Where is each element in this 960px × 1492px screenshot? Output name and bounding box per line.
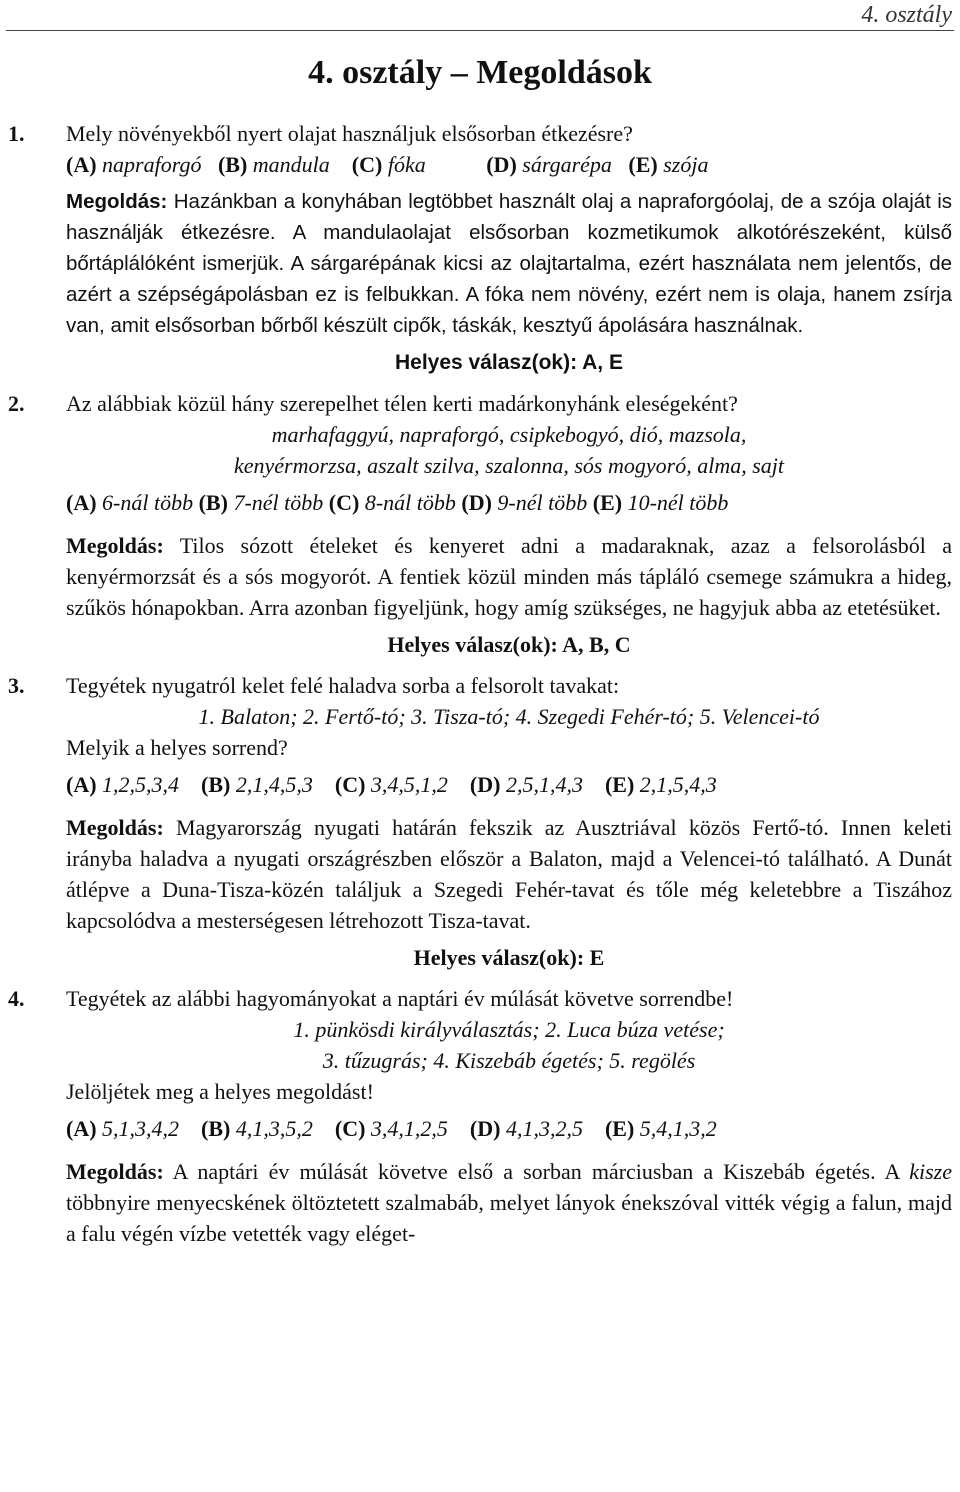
question-4 (8, 983, 952, 1014)
question-text: Tegyétek az alábbi hagyományokat a naptári év múlását követve sorrendbe! (66, 986, 734, 1011)
option-letter: (E) (592, 490, 623, 515)
option-text: 2,1,5,4,3 (639, 772, 717, 797)
question-number: 4. (8, 986, 25, 1011)
solution-text: Hazánkban a konyhában legtöbbet használt olaj a napraforgóolaj, de a szója olaját is használják étkezésre. A mandulaolajat elsősorban kozmetikumok alkotórészeként, külső bőrtáplálóként ismerjük. A sárgarépának kicsi az olajtartalma, ezért használata nem jelentős, de azért a szépségápolásban ez is felbukkan. A fóka nem növény, ezért nem is olaja, hanem zsírja van, amit elsősorban bőrből készült cipők, táskák, kesztyű ápolására használnak. (66, 190, 953, 337)
option-text: 1,2,5,3,4 (102, 772, 180, 797)
question-text: Tegyétek nyugatról kelet felé haladva sorba a felsorolt tavakat: (66, 673, 620, 698)
q3-answer: Helyes válasz(ok): E (413, 945, 605, 970)
option-text: sárgarépa (522, 152, 612, 177)
option-letter: (B) (198, 490, 228, 515)
question-text: Az alábbiak közül hány szerepelhet télen kerti madárkonyhánk eleségeként? (66, 391, 738, 416)
option-text: 6-nál több (102, 490, 194, 515)
solution-text: Tilos sózott ételeket és kenyeret adni a madaraknak, azaz a felsorolásból a kenyérmorzsát és a sós mogyorót. A fentiek közül minden más tápláló csemege számukra a hideg, szűkös hónapokban. Arra azonban figyeljünk, hogy amíg szükséges, ne hagyjuk abba az etetésüket. (66, 533, 952, 620)
q1-solution (8, 186, 952, 341)
solution-label: Megoldás: (66, 190, 168, 213)
q1-answer: Helyes válasz(ok): A, E (395, 351, 623, 374)
q4-solution (8, 1156, 952, 1249)
option-letter: (B) (201, 772, 231, 797)
q2-answer: Helyes válasz(ok): A, B, C (387, 632, 631, 657)
option-text: 4,1,3,5,2 (235, 1116, 313, 1141)
page-header (0, 0, 960, 34)
q2-options (8, 487, 952, 518)
option-letter: (D) (461, 490, 492, 515)
q1-options (8, 149, 952, 180)
option-letter: (D) (486, 152, 517, 177)
option-text: 3,4,5,1,2 (370, 772, 448, 797)
option-letter: (D) (469, 1116, 501, 1141)
option-text: mandula (252, 152, 330, 177)
q3-solution (8, 812, 952, 936)
option-letter: (E) (628, 152, 658, 177)
q4-options (8, 1113, 952, 1144)
option-text: 2,5,1,4,3 (505, 772, 583, 797)
option-text: 5,1,3,4,2 (102, 1116, 180, 1141)
option-text: szója (663, 152, 709, 177)
page-title: 4. osztály – Megoldások (308, 54, 652, 91)
option-letter: (C) (328, 490, 360, 515)
option-letter: (B) (201, 1116, 231, 1141)
option-letter: (A) (66, 490, 97, 515)
document-body (8, 118, 952, 1249)
solution-text: A naptári év múlását követve első a sorban márciusban a Kiszebáb égetés. A (172, 1159, 910, 1184)
q4-list-line: 1. pünkösdi királyválasztás; 2. Luca búza vetése; (293, 1017, 725, 1042)
solution-label: Megoldás: (66, 533, 164, 558)
header-text: 4. osztály (861, 2, 952, 28)
option-text: 7-nél több (233, 490, 324, 515)
option-letter: (A) (66, 152, 97, 177)
option-letter: (A) (66, 1116, 97, 1141)
solution-label: Megoldás: (66, 1159, 164, 1184)
question-text: Mely növényekből nyert olajat használjuk elsősorban étkezésre? (66, 121, 633, 146)
q4-list-line: 3. tűzugrás; 4. Kiszebáb égetés; 5. regölés (322, 1048, 696, 1073)
option-letter: (C) (334, 772, 366, 797)
option-text: 10-nél több (627, 490, 729, 515)
question-2 (8, 388, 952, 419)
option-letter: (C) (334, 1116, 366, 1141)
question-1 (8, 118, 952, 149)
option-letter: (A) (66, 772, 97, 797)
q2-list-line: kenyérmorzsa, aszalt szilva, szalonna, sós mogyoró, alma, sajt (233, 453, 784, 478)
question-number: 2. (8, 391, 25, 416)
solution-text: többnyire menyecskének öltöztetett szalmabáb, melyet lányok énekszóval vitték végig a falun, majd a falu végén vízbe vetették vagy eléget- (66, 1190, 952, 1246)
question-number: 3. (8, 673, 25, 698)
question-number: 1. (8, 121, 25, 146)
solution-emphasis: kisze (909, 1159, 952, 1184)
option-text: 2,1,4,5,3 (235, 772, 313, 797)
option-text: fóka (387, 152, 426, 177)
question-3 (8, 670, 952, 701)
option-text: 4,1,3,2,5 (505, 1116, 583, 1141)
option-text: 8-nál több (364, 490, 456, 515)
q3-list-line: 1. Balaton; 2. Fertő-tó; 3. Tisza-tó; 4. Szegedi Fehér-tó; 5. Velencei-tó (198, 704, 820, 729)
header-rule (6, 30, 954, 31)
q3-question-followup: Melyik a helyes sorrend? (66, 735, 288, 760)
option-letter: (C) (351, 152, 383, 177)
option-text: 3,4,1,2,5 (370, 1116, 448, 1141)
option-letter: (E) (604, 772, 635, 797)
q2-solution (8, 530, 952, 623)
q2-list-line: marhafaggyú, napraforgó, csipkebogyó, dió, mazsola, (271, 422, 747, 447)
option-letter: (D) (469, 772, 501, 797)
q4-question-followup: Jelöljétek meg a helyes megoldást! (66, 1079, 374, 1104)
solution-text: Magyarország nyugati határán fekszik az Ausztriával közös Fertő-tó. Innen keleti irányba haladva a nyugati országrészben először a Balaton, majd a Velencei-tó található. A Dunát átlépve a Duna-Tisza-közén találjuk a Szegedi Fehér-tavat és tőle még keletebbre a Tiszához kapcsolódva a mesterségesen létrehozott Tisza-tavat. (66, 815, 953, 933)
option-text: napraforgó (102, 152, 202, 177)
option-letter: (E) (604, 1116, 635, 1141)
option-letter: (B) (217, 152, 248, 177)
option-text: 5,4,1,3,2 (639, 1116, 717, 1141)
option-text: 9-nél több (497, 490, 588, 515)
q3-options (8, 769, 952, 800)
solution-label: Megoldás: (66, 815, 164, 840)
